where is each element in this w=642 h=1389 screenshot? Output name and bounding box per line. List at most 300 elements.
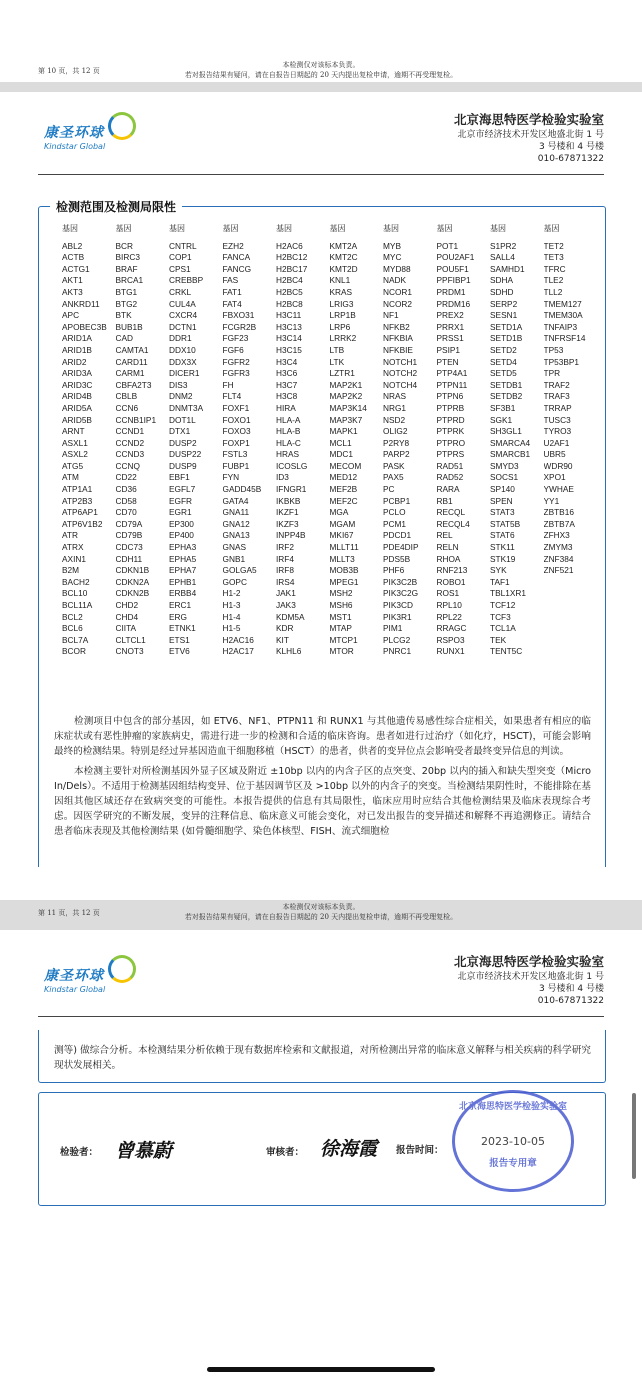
gene-cell: FGF23 — [222, 333, 249, 344]
gene-cell: H3C7 — [276, 379, 298, 390]
gene-cell: FOXP1 — [222, 437, 250, 448]
gene-row — [62, 252, 602, 264]
gene-table — [62, 223, 602, 658]
gene-cell: DIS3 — [169, 379, 188, 390]
gene-cell: CNOT3 — [115, 646, 144, 657]
gene-cell: DDX3X — [169, 356, 197, 367]
gene-cell: KLHL6 — [276, 646, 302, 657]
gene-cell: HLA-A — [276, 414, 301, 425]
gene-cell: TRAF2 — [543, 379, 570, 390]
gene-cell: IRF8 — [276, 565, 294, 576]
gene-row — [62, 496, 602, 508]
limitations-text — [54, 714, 591, 840]
logo-text-cn: 康圣环球 — [44, 125, 104, 141]
gene-cell: REL — [436, 530, 453, 541]
gene-cell: MAPK1 — [329, 426, 358, 437]
gene-column-header: 基因 — [222, 224, 239, 233]
gene-cell: NF1 — [383, 310, 399, 321]
gene-cell: CD22 — [115, 472, 137, 483]
gene-cell: MSH6 — [329, 600, 353, 610]
gene-cell: CDC73 — [115, 542, 143, 553]
gene-cell: HIRA — [276, 402, 296, 413]
gene-cell: MKI67 — [329, 530, 354, 541]
gene-row — [62, 380, 602, 392]
gene-cell: MAP3K14 — [329, 402, 367, 413]
reviewer-signature: 徐海霞 — [320, 1138, 378, 1160]
gene-column-header: 基因 — [436, 224, 453, 233]
gene-cell: PRDM16 — [436, 298, 471, 309]
gene-cell: MYB — [383, 240, 401, 251]
gene-cell: NOTCH4 — [383, 379, 418, 390]
gene-cell: ZNF521 — [543, 565, 574, 576]
gene-cell: BCL2 — [62, 611, 83, 622]
gene-cell: DUSP9 — [169, 460, 197, 471]
gene-cell: ARID4B — [62, 391, 92, 402]
gene-cell: IKZF1 — [276, 507, 299, 518]
gene-cell: SF3B1 — [490, 402, 516, 413]
home-indicator[interactable] — [207, 1367, 435, 1372]
gene-cell: RHOA — [436, 553, 461, 564]
gene-cell: CCND2 — [115, 437, 145, 448]
lab-name: 北京海思特医学检验实验室 — [453, 112, 604, 127]
gene-cell: PDCD1 — [383, 530, 412, 541]
gene-cell: CLTCL1 — [115, 634, 146, 645]
gene-row — [62, 577, 602, 589]
footer-disclaimer-1: 本检测仅对该标本负责。 — [282, 61, 360, 69]
gene-cell: PDS5B — [383, 553, 411, 564]
gene-cell: TP53BP1 — [543, 356, 580, 367]
gene-cell: STAT3 — [490, 507, 515, 518]
gene-cell: PIK3C2B — [383, 576, 418, 587]
gene-cell: TCF12 — [490, 600, 516, 610]
gene-cell: BCL10 — [62, 588, 88, 599]
lab-name: 北京海思特医学检验实验室 — [453, 954, 604, 969]
gene-cell — [544, 600, 598, 612]
gene-cell: SYK — [490, 565, 507, 576]
gene-cell: SMARCA4 — [490, 437, 531, 448]
gene-cell: ID3 — [276, 472, 289, 483]
gene-cell: KRAS — [329, 286, 353, 297]
gene-cell: LRRK2 — [329, 333, 357, 344]
gene-cell: BCL6 — [62, 623, 83, 634]
gene-cell: KMT2A — [329, 240, 358, 251]
gene-row — [62, 391, 602, 403]
gene-cell: TCF3 — [490, 611, 511, 622]
gene-cell: ATP6V1B2 — [62, 518, 103, 529]
gene-cell: GNA12 — [222, 518, 250, 529]
gene-cell: EZH2 — [222, 240, 244, 251]
gene-cell: SH3GL1 — [490, 426, 522, 437]
gene-cell: ATP6AP1 — [62, 507, 98, 518]
gene-cell: PC — [383, 484, 395, 495]
gene-cell: SOCS1 — [490, 472, 519, 483]
gene-cell: MLLT11 — [329, 542, 359, 553]
gene-cell: FAS — [222, 275, 239, 286]
gene-cell: POT1 — [436, 240, 459, 251]
gene-cell: LRP6 — [329, 321, 351, 332]
gene-cell: MGAM — [329, 518, 356, 529]
gene-cell: BUB1B — [115, 321, 143, 332]
gene-row — [62, 368, 602, 380]
gene-cell: BTG1 — [115, 286, 138, 297]
gene-cell: CIITA — [115, 623, 137, 634]
gene-cell: PTPN6 — [436, 391, 464, 402]
gene-cell: SP140 — [490, 484, 515, 495]
gene-cell: SPEN — [490, 495, 513, 506]
gene-cell: LTB — [329, 344, 345, 355]
gene-cell: EPHB1 — [169, 576, 197, 587]
gene-cell: H2BC12 — [276, 252, 308, 263]
gene-cell: TET2 — [543, 240, 564, 251]
gene-cell: FGF6 — [222, 344, 244, 355]
gene-cell: H3C8 — [276, 391, 298, 402]
gene-cell: GOPC — [222, 576, 247, 587]
gene-column-header: 基因 — [329, 224, 346, 233]
gene-cell: WDR90 — [543, 460, 573, 471]
gene-cell: PARP2 — [383, 449, 410, 460]
gene-cell: SETD4 — [490, 356, 517, 367]
gene-cell: RECQL — [436, 507, 466, 518]
gene-cell: IRF2 — [276, 542, 294, 553]
gene-cell: KMT2C — [329, 252, 358, 263]
gene-cell: H2BC5 — [276, 286, 303, 297]
lab-address-1: 北京市经济技术开发区地盛北街 1 号 — [457, 972, 604, 982]
lab-address-1: 北京市经济技术开发区地盛北街 1 号 — [457, 130, 604, 140]
gene-cell: H3C4 — [276, 356, 298, 367]
gene-cell: CDKN1B — [115, 565, 150, 576]
gene-cell: JAK3 — [276, 600, 296, 610]
limitations-paragraph-2: 本检测主要针对所检测基因外显子区域及附近 ±10bp 以内的内含子区的点突变、20bp 以内的插入和缺失型突变（Micro In/Dels）。不适用于检测基因组结构变异、位于基因调节区及 >10bp 以外的内含子的突变。当检测结果阴性时，不能排除在基因组其他区域还存在致病突变的可能性。本报告提供的信息有其局限性，临床应用时应结合其他检测结果及临床表现综合考虑。因医学研究的不断发展，变异的注释信息、临床意义可能会变化，对已发出报告的变异描述和解释不再追溯修正。请结合患者临床表现及其他检测结果 (如骨髓细胞学、染色体核型、FISH、流式细胞检 — [54, 765, 591, 838]
gene-cell: SALL4 — [490, 252, 515, 263]
gene-cell: NADK — [383, 275, 407, 286]
gene-cell: MCL1 — [329, 437, 352, 448]
gene-cell: HLA-C — [276, 437, 301, 448]
gene-cell: MEF2B — [329, 484, 358, 495]
gene-cell: H2BC4 — [276, 275, 303, 286]
company-logo — [44, 122, 105, 151]
company-logo — [44, 965, 105, 994]
gene-row — [62, 461, 602, 473]
gene-cell: RARA — [436, 484, 460, 495]
gene-cell: ARID2 — [62, 356, 87, 367]
gene-cell: S1PR2 — [490, 240, 517, 251]
gene-cell: RPL22 — [436, 611, 462, 622]
gene-cell: ZMYM3 — [543, 542, 573, 553]
gene-cell: AKT1 — [62, 275, 83, 286]
gene-cell: ATR — [62, 530, 78, 541]
gene-cell: ERG — [169, 611, 187, 622]
gene-cell: UBR5 — [543, 449, 566, 460]
gene-cell: MDC1 — [329, 449, 354, 460]
section-title: 检测范围及检测局限性 — [50, 198, 182, 215]
gene-cell: AXIN1 — [62, 553, 86, 564]
gene-cell: STK19 — [490, 553, 516, 564]
gene-cell: ASXL1 — [62, 437, 88, 448]
gene-cell: ATRX — [62, 542, 84, 553]
gene-cell: LTK — [329, 356, 345, 367]
gene-cell: NRAS — [383, 391, 407, 402]
gene-cell: TEK — [490, 634, 507, 645]
gene-cell: TPR — [543, 368, 561, 379]
gene-cell: U2AF1 — [543, 437, 570, 448]
stamp-label: 报告专用章 — [489, 1158, 537, 1169]
gene-cell: TFRC — [543, 263, 566, 274]
gene-cell — [544, 612, 598, 624]
gene-cell: SETD1A — [490, 321, 523, 332]
gene-cell: B2M — [62, 565, 80, 576]
gene-cell: DNMT3A — [169, 402, 204, 413]
gene-cell: ACTB — [62, 252, 85, 263]
gene-cell: FAT4 — [222, 298, 242, 309]
scrollbar[interactable] — [632, 1093, 636, 1179]
gene-cell: PTPRK — [436, 426, 465, 437]
gene-cell: ATM — [62, 472, 79, 483]
gene-cell: BCL11A — [62, 600, 93, 610]
gene-row — [62, 646, 602, 658]
report-date: 2023-10-05 — [481, 1135, 545, 1148]
gene-cell: GOLGA5 — [222, 565, 257, 576]
gene-cell: H1-4 — [222, 611, 241, 622]
gene-cell: LRP1B — [329, 310, 356, 321]
gene-cell: KNL1 — [329, 275, 351, 286]
gene-cell: SETD5 — [490, 368, 517, 379]
gene-cell: RAD51 — [436, 460, 464, 471]
gene-cell: ARID1A — [62, 333, 92, 344]
gene-cell: H2AC6 — [276, 240, 303, 251]
gene-cell: SDHA — [490, 275, 514, 286]
tester-label: 检验者： — [60, 1147, 99, 1158]
gene-cell: CBLB — [115, 391, 138, 402]
gene-cell: SMYD3 — [490, 460, 519, 471]
gene-row — [62, 565, 602, 577]
gene-cell: APC — [62, 310, 80, 321]
logo-text-cn: 康圣环球 — [44, 968, 104, 984]
gene-cell: PRSS1 — [436, 333, 464, 344]
gene-cell: ARNT — [62, 426, 85, 437]
gene-cell: RAD52 — [436, 472, 464, 483]
gene-cell: ZBTB7A — [543, 518, 575, 529]
gene-cell: RECQL4 — [436, 518, 470, 529]
gene-cell: MECOM — [329, 460, 362, 471]
gene-cell: TYRO3 — [543, 426, 572, 437]
gene-cell: TENT5C — [490, 646, 523, 657]
gene-cell: XPO1 — [543, 472, 566, 483]
gene-cell: BCR — [115, 240, 134, 251]
reviewer-label: 审核者： — [266, 1147, 305, 1158]
gene-row — [62, 403, 602, 415]
gene-row — [62, 310, 602, 322]
gene-cell: NFKB2 — [383, 321, 410, 332]
gene-cell: ASXL2 — [62, 449, 88, 460]
gene-cell: SAMHD1 — [490, 263, 525, 274]
footer-disclaimer-1: 本检测仅对该标本负责。 — [282, 903, 360, 911]
gene-cell: TMEM30A — [543, 310, 583, 321]
gene-cell: TMEM127 — [543, 298, 582, 309]
gene-cell: MOB3B — [329, 565, 359, 576]
gene-cell: PTPRB — [436, 402, 465, 413]
gene-cell: ROBO1 — [436, 576, 466, 587]
gene-cell: RSPO3 — [436, 634, 465, 645]
gene-cell: H1-5 — [222, 623, 241, 634]
gene-cell: BRAF — [115, 263, 138, 274]
gene-cell: TNFRSF14 — [543, 333, 586, 344]
gene-cell: FH — [222, 379, 234, 390]
gene-cell: MTOR — [329, 646, 354, 657]
gene-cell: CDKN2A — [115, 576, 150, 587]
gene-cell: SGK1 — [490, 414, 513, 425]
gene-cell: IRF4 — [276, 553, 294, 564]
gene-cell: TAF1 — [490, 576, 510, 587]
gene-row — [62, 554, 602, 566]
gene-cell: GNA11 — [222, 507, 250, 518]
gene-cell: PDE4DIP — [383, 542, 419, 553]
gene-cell: NFKBIE — [383, 344, 413, 355]
gene-row — [62, 426, 602, 438]
limitations-paragraph-3: 测等) 做综合分析。本检测结果分析依赖于现有数据库检索和文献报道，对所检测出异常的临床意义解释与相关疾病的科学研究现状发展相关。 — [54, 1045, 591, 1072]
gene-cell: CD79A — [115, 518, 143, 529]
gene-cell: DNM2 — [169, 391, 193, 402]
lab-info — [454, 112, 604, 165]
gene-cell: FLT4 — [222, 391, 242, 402]
gene-cell: EBF1 — [169, 472, 190, 483]
gene-row — [62, 322, 602, 334]
gene-cell: PPFIBP1 — [436, 275, 471, 286]
gene-cell: TET3 — [543, 252, 564, 263]
limitations-text-continued — [54, 1043, 591, 1073]
gene-cell: TUSC3 — [543, 414, 571, 425]
gene-cell: STK11 — [490, 542, 515, 553]
gene-cell: BACH2 — [62, 576, 90, 587]
gene-cell: PSIP1 — [436, 344, 461, 355]
logo-ring-icon — [108, 112, 136, 140]
gene-cell: ERC1 — [169, 600, 192, 610]
gene-cell: DOT1L — [169, 414, 196, 425]
gene-cell: FGFR3 — [222, 368, 250, 379]
gene-cell: MYD88 — [383, 263, 411, 274]
gene-cell: KDR — [276, 623, 294, 634]
gene-cell: BTK — [115, 310, 132, 321]
tester-signature: 曾慕蔚 — [115, 1140, 173, 1162]
limitations-paragraph-1: 检测项目中包含的部分基因，如 ETV6、NF1、PTPN11 和 RUNX1 与其他遗传易感性综合症相关，如果患者有相应的临床症状或有恶性肿瘤的家族病史，需进行进一步的检测和合适的临床咨询。患者如进行过治疗（如化疗，HSCT)，可能会影响最终的检测结果。特别是经过异基因造血干细胞移植（HSCT）的患者，供者的变异位点会影响受者最终变异信息的判读。 — [54, 716, 591, 758]
gene-cell: CHD2 — [115, 600, 139, 610]
gene-table-body — [62, 241, 602, 658]
gene-cell: PCM1 — [383, 518, 407, 529]
gene-cell: RB1 — [436, 495, 453, 506]
gene-cell: FOXO1 — [222, 414, 251, 425]
gene-cell: PCLO — [383, 507, 406, 518]
gene-cell: BCOR — [62, 646, 86, 657]
gene-cell: KMT2D — [329, 263, 358, 274]
gene-cell: AKT3 — [62, 286, 83, 297]
gene-cell — [544, 635, 598, 647]
page-number: 第 10 页，共 12 页 — [38, 67, 100, 75]
gene-cell: TNFAIP3 — [543, 321, 578, 332]
gene-cell: MED12 — [329, 472, 358, 483]
gene-row — [62, 623, 602, 635]
gene-cell: H1-3 — [222, 600, 241, 610]
gene-cell: PTEN — [436, 356, 459, 367]
gene-row — [62, 530, 602, 542]
gene-cell: NFKBIA — [383, 333, 413, 344]
gene-cell: FOXO3 — [222, 426, 251, 437]
gene-cell: ZBTB16 — [543, 507, 574, 518]
gene-cell: DDR1 — [169, 333, 192, 344]
logo-ring-icon — [108, 955, 136, 983]
gene-row — [62, 415, 602, 427]
gene-cell: SMARCB1 — [490, 449, 531, 460]
gene-cell: FUBP1 — [222, 460, 250, 471]
gene-row — [62, 600, 602, 612]
gene-cell: MYC — [383, 252, 402, 263]
gene-cell: PIK3C2G — [383, 588, 419, 599]
gene-cell: MTCP1 — [329, 634, 358, 645]
gene-cell: FANCG — [222, 263, 252, 274]
gene-cell: LZTR1 — [329, 368, 355, 379]
gene-cell: H3C14 — [276, 333, 302, 344]
gene-cell — [544, 577, 598, 589]
gene-cell: MEF2C — [329, 495, 358, 506]
gene-cell: MST1 — [329, 611, 352, 622]
gene-cell: EPHA5 — [169, 553, 197, 564]
gene-cell: CD36 — [115, 484, 137, 495]
gene-cell: OLIG2 — [383, 426, 408, 437]
gene-row — [62, 472, 602, 484]
gene-row — [62, 484, 602, 496]
footer-disclaimer-2: 若对报告结果有疑问，请在自报告日期起的 20 天内提出复检申请，逾期不再受理复检。 — [184, 71, 458, 79]
gene-cell: ARID3A — [62, 368, 92, 379]
gene-row — [62, 588, 602, 600]
gene-cell: CRKL — [169, 286, 192, 297]
gene-cell: HLA-B — [276, 426, 301, 437]
gene-row — [62, 299, 602, 311]
gene-cell: CCND1 — [115, 426, 145, 437]
gene-cell: NOTCH1 — [383, 356, 418, 367]
gene-cell: PNRC1 — [383, 646, 412, 657]
gene-cell: ETS1 — [169, 634, 190, 645]
gene-cell: CD58 — [115, 495, 137, 506]
gene-cell: CARM1 — [115, 368, 145, 379]
gene-cell: BTG2 — [115, 298, 138, 309]
gene-cell: IKBKB — [276, 495, 301, 506]
gene-cell: CAD — [115, 333, 134, 344]
gene-cell: BCL7A — [62, 634, 89, 645]
gene-cell: FANCA — [222, 252, 251, 263]
gene-cell: NCOR2 — [383, 298, 413, 309]
gene-cell: PIK3R1 — [383, 611, 412, 622]
gene-cell: APOBEC3B — [62, 321, 107, 332]
gene-cell: PAX5 — [383, 472, 404, 483]
gene-cell: DCTN1 — [169, 321, 197, 332]
gene-cell: FGFR2 — [222, 356, 250, 367]
gene-cell: H2BC17 — [276, 263, 308, 274]
gene-cell: ZNF384 — [543, 553, 574, 564]
gene-cell: H2AC17 — [222, 646, 254, 657]
gene-cell — [544, 588, 598, 600]
gene-cell: GATA4 — [222, 495, 249, 506]
gene-cell: PHF6 — [383, 565, 405, 576]
gene-cell: EPHA3 — [169, 542, 197, 553]
gene-cell: PTPRD — [436, 414, 465, 425]
gene-row — [62, 345, 602, 357]
gene-row — [62, 612, 602, 624]
gene-row — [62, 333, 602, 345]
gene-cell: LRIG3 — [329, 298, 354, 309]
gene-cell: NRG1 — [383, 402, 407, 413]
gene-cell: FCGR2B — [222, 321, 257, 332]
gene-cell: CCN6 — [115, 402, 139, 413]
gene-cell: H2AC16 — [222, 634, 254, 645]
gene-cell: ETV6 — [169, 646, 190, 657]
